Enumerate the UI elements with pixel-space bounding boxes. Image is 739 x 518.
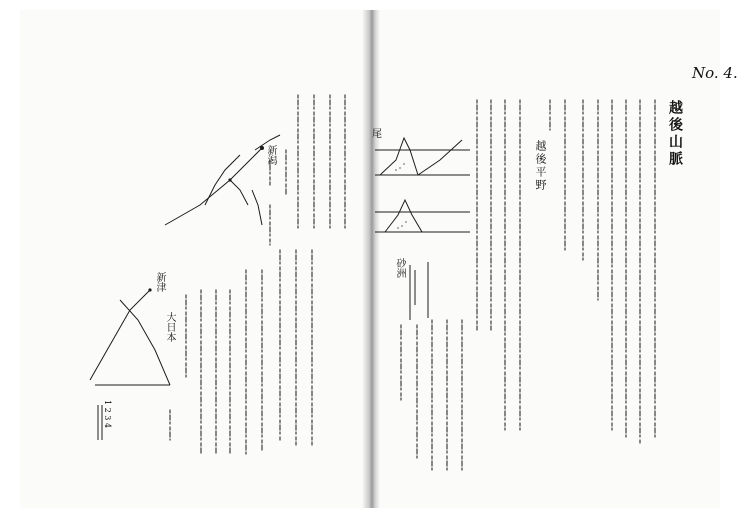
legend-numbers: 1 2 3 4 — [103, 400, 112, 428]
page-heading: 越後山脈 — [667, 100, 683, 168]
page-number: No. 4. — [692, 64, 738, 82]
diagram-tail-label: 尾 — [372, 129, 382, 140]
diagram-sandbar-label: 砂洲 — [394, 258, 405, 278]
section-heading: 越後平野 — [534, 140, 547, 192]
map-label-niitsu: 新津 — [154, 272, 165, 292]
map-label-niigata: 新潟 — [265, 145, 276, 165]
map-label-dainippon: 大日本 — [164, 312, 175, 342]
